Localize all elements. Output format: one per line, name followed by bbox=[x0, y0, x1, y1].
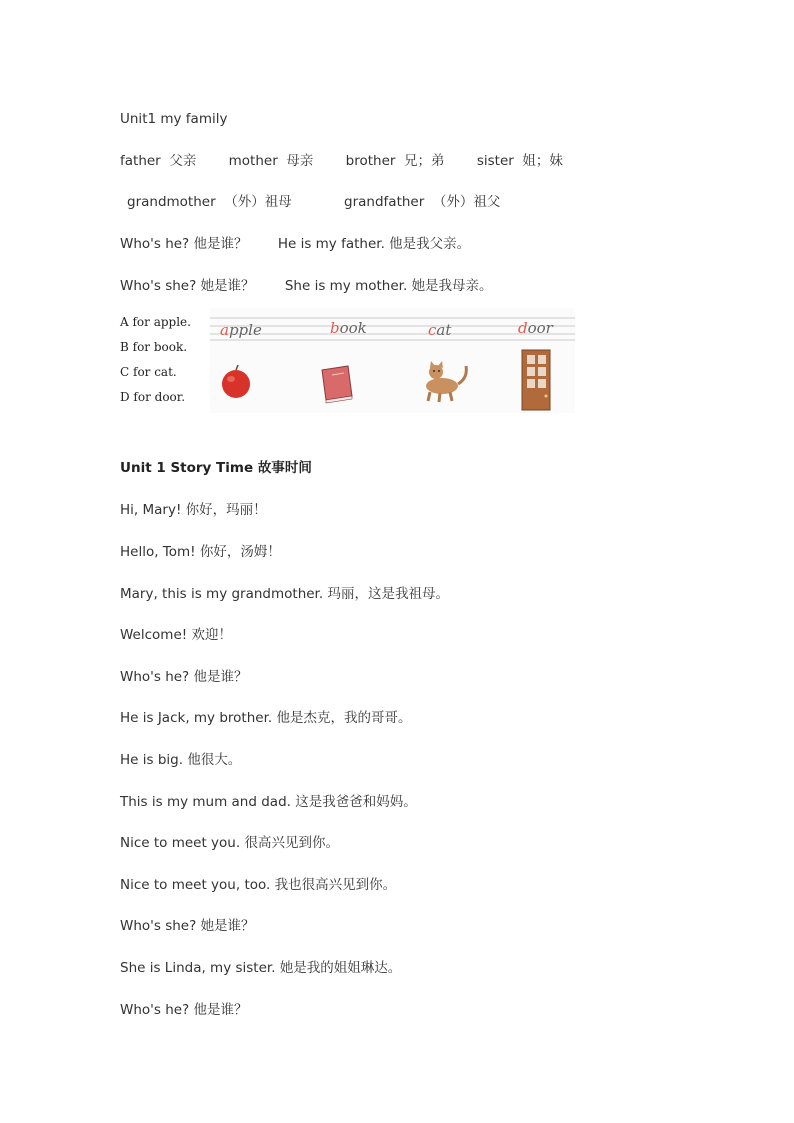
alphabet-illustration bbox=[210, 308, 575, 413]
story-line: Nice to meet you, too. 我也很高兴见到你。 bbox=[120, 877, 397, 893]
vocab-word: brother 兄；弟 bbox=[345, 153, 445, 169]
word-apple: apple bbox=[220, 321, 262, 339]
story-line: Welcome! 欢迎！ bbox=[120, 627, 232, 643]
story-line: Who's she? 她是谁？ bbox=[120, 918, 255, 934]
unit-title: Unit1 my family bbox=[120, 111, 228, 127]
vocab-word: father 父亲 bbox=[120, 153, 197, 169]
alphabet-item: B for book. bbox=[120, 340, 188, 354]
vocab-word: grandmother （外）祖母 bbox=[127, 194, 292, 210]
story-line: This is my mum and dad. 这是我爸爸和妈妈。 bbox=[120, 794, 417, 810]
book-icon bbox=[322, 366, 352, 403]
vocab-word: mother 母亲 bbox=[228, 153, 314, 169]
alphabet-list bbox=[120, 312, 210, 412]
story-line: She is Linda, my sister. 她是我的姐姐琳达。 bbox=[120, 960, 402, 976]
door-icon bbox=[522, 350, 550, 410]
vocab-word: sister 姐；妹 bbox=[476, 153, 563, 169]
phrase-line: Who's he? 他是谁？ He is my father. 他是我父亲。 bbox=[120, 236, 471, 252]
alphabet-item: A for apple. bbox=[120, 315, 191, 329]
phrase-line: Who's she? 她是谁？ She is my mother. 她是我母亲。 bbox=[120, 278, 493, 294]
story-line: Who's he? 他是谁？ bbox=[120, 669, 248, 685]
story-line: Hello, Tom! 你好，汤姆！ bbox=[120, 544, 281, 560]
word-book: book bbox=[330, 319, 367, 337]
vocab-word: grandfather （外）祖父 bbox=[344, 194, 501, 210]
word-cat: cat bbox=[428, 321, 452, 339]
story-title: Unit 1 Story Time 故事时间 bbox=[120, 460, 312, 476]
story-line: Nice to meet you. 很高兴见到你。 bbox=[120, 835, 339, 851]
story-line: He is big. 他很大。 bbox=[120, 752, 242, 768]
story-line: Who's he? 他是谁？ bbox=[120, 1002, 248, 1018]
story-line: He is Jack, my brother. 他是杰克，我的哥哥。 bbox=[120, 710, 412, 726]
story-line: Mary, this is my grandmother. 玛丽，这是我祖母。 bbox=[120, 586, 449, 602]
alphabet-item: C for cat. bbox=[120, 365, 177, 379]
word-door: door bbox=[518, 319, 553, 337]
alphabet-item: D for door. bbox=[120, 390, 186, 404]
vocab-row-1 bbox=[120, 152, 563, 170]
vocab-row-2 bbox=[127, 193, 500, 211]
story-line: Hi, Mary! 你好，玛丽！ bbox=[120, 502, 267, 518]
